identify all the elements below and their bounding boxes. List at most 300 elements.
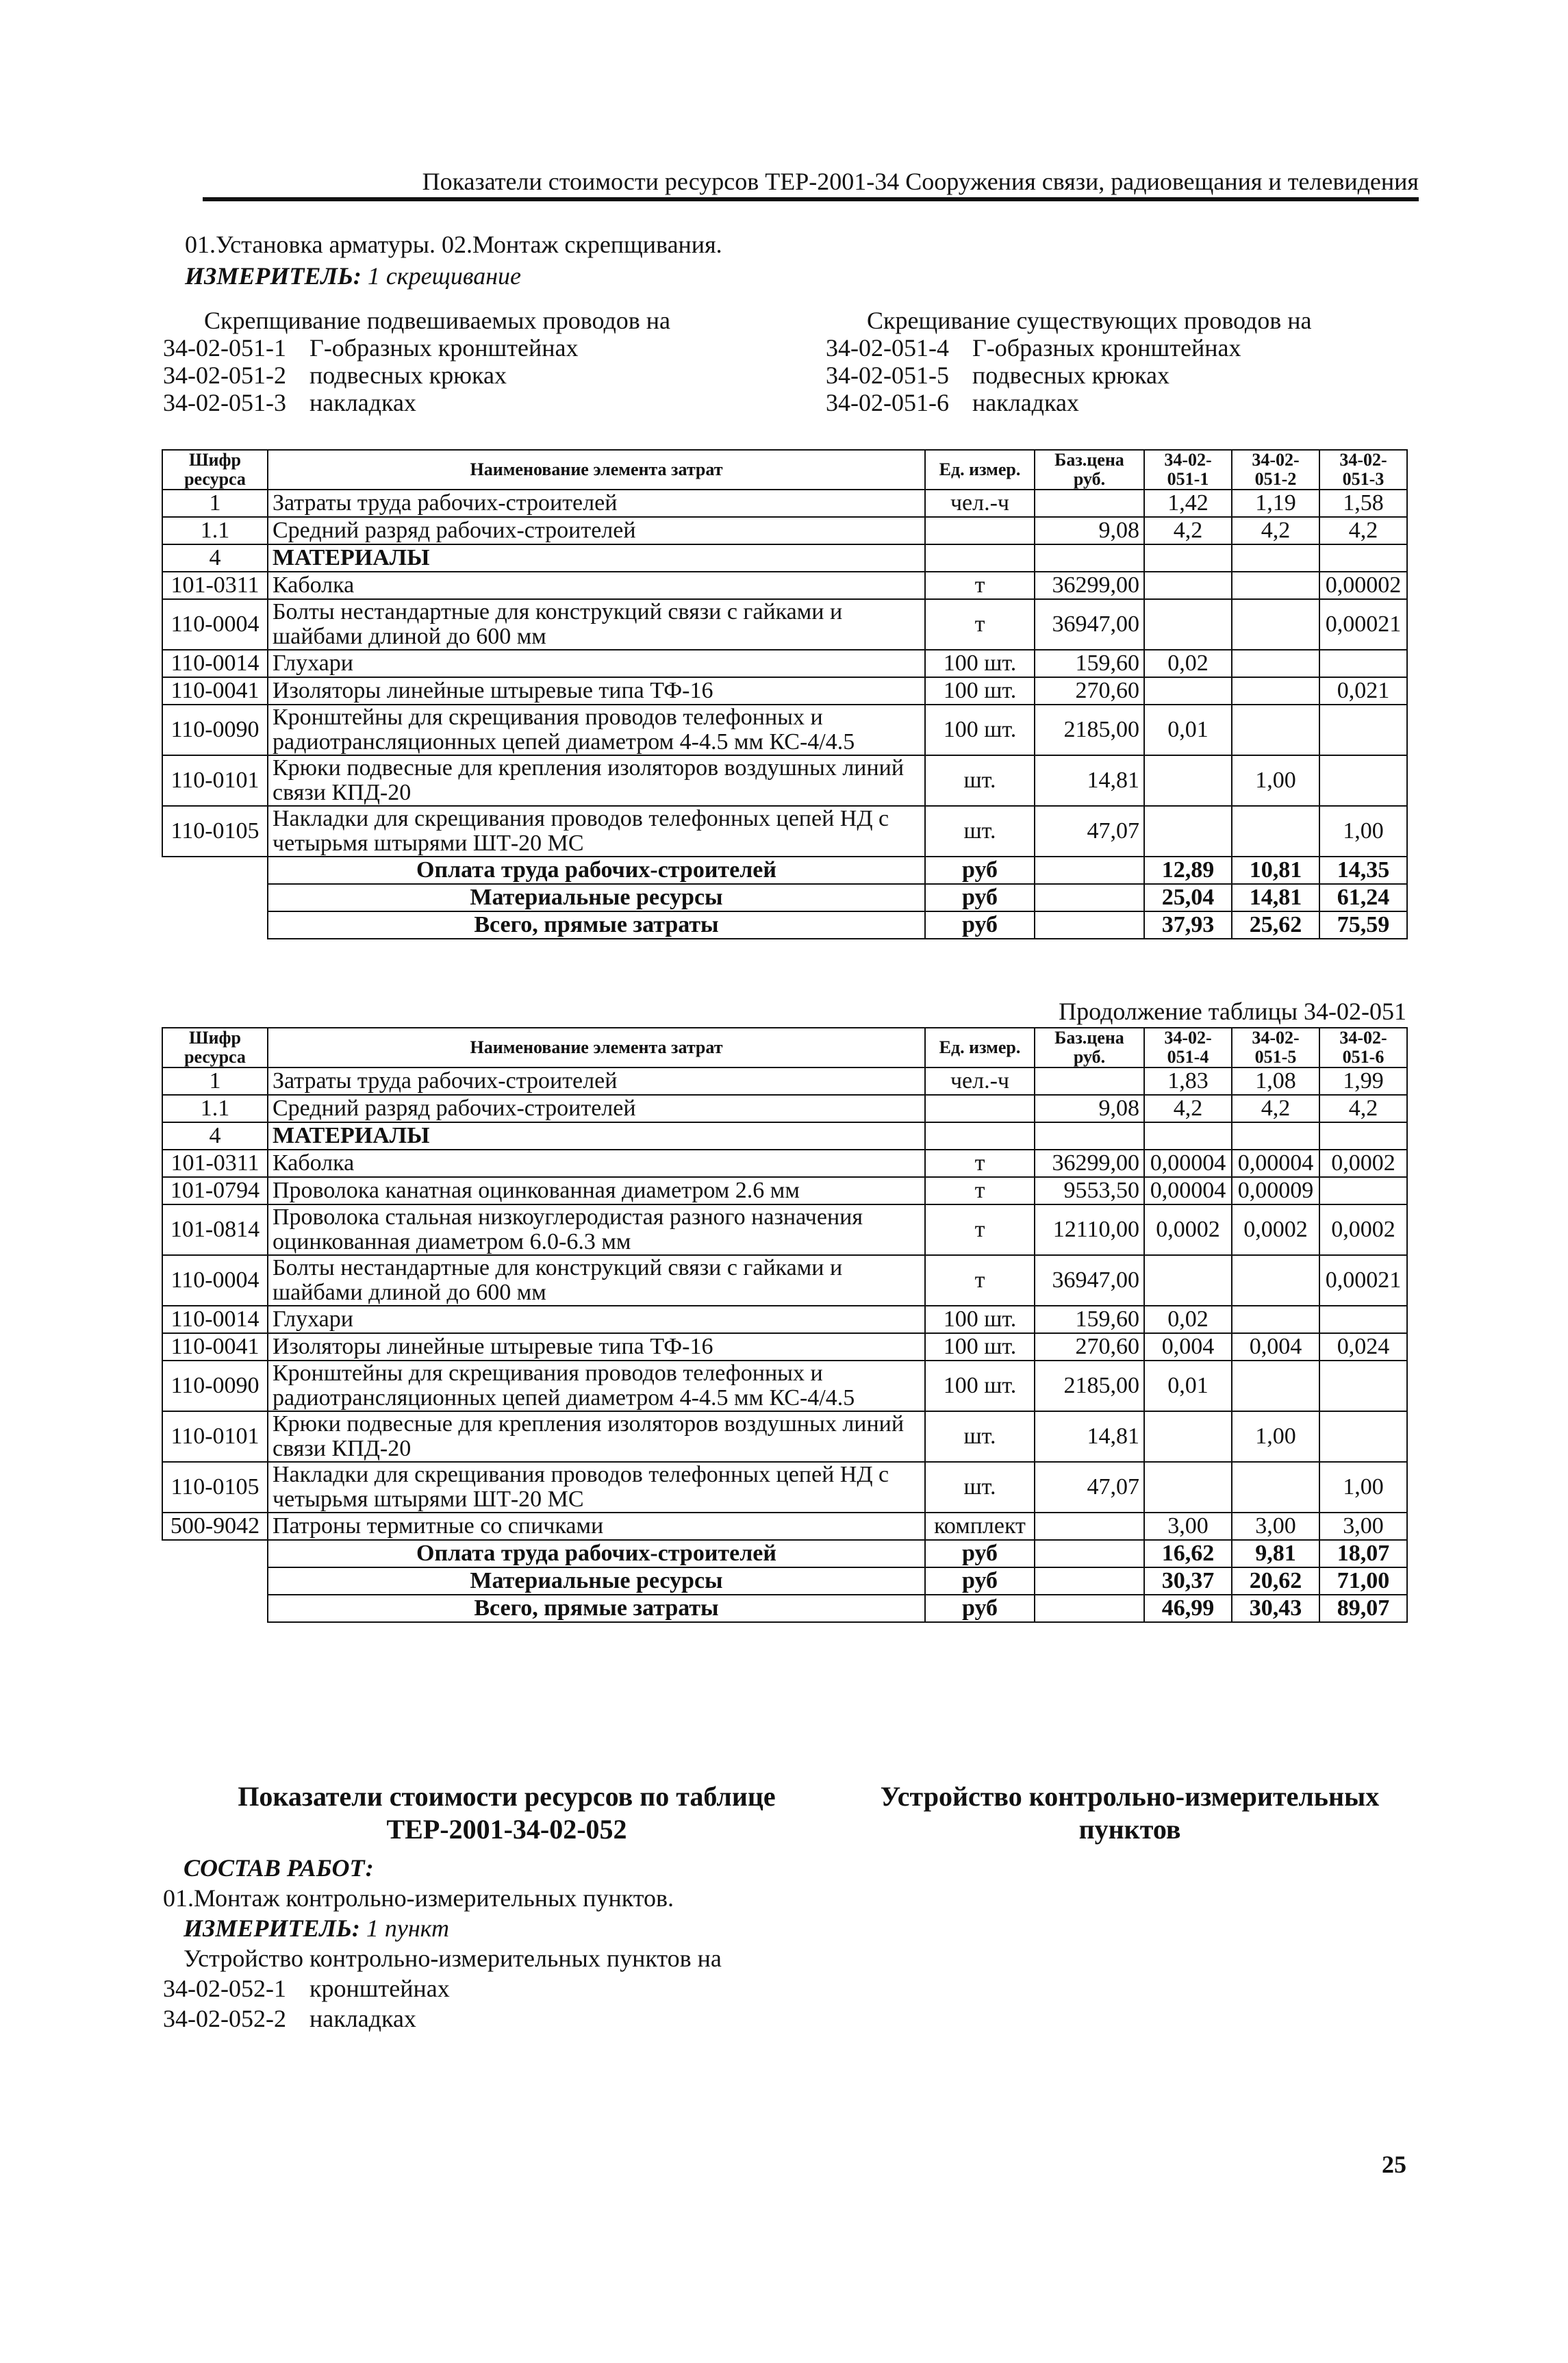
table-cell: 36947,00 [1035, 1255, 1144, 1306]
table-cell [1035, 544, 1144, 572]
table-header-row [162, 450, 1407, 490]
table-cell [1035, 490, 1144, 517]
table-cell: 0,0002 [1319, 1204, 1407, 1255]
section-052-title-line2: ТЕР-2001-34-02-052 [386, 1814, 627, 1845]
composition-work-item: 01.Монтаж контрольно-измерительных пунктов. [163, 1884, 674, 1912]
blank-cell [162, 1595, 268, 1622]
variant-code: 34-02-051-2 [163, 362, 286, 389]
column-header: Шифр ресурса [162, 450, 268, 490]
table-cell: т [925, 1150, 1035, 1177]
table-cell: 37,93 [1144, 911, 1232, 939]
table-cell: 101-0794 [162, 1177, 268, 1204]
table-cell: 100 шт. [925, 1361, 1035, 1411]
table-cell: Оплата труда рабочих-строителей [268, 1540, 925, 1567]
variants-left-heading: Скрепщивание подвешиваемых проводов на [204, 307, 671, 334]
table-cell: 270,60 [1035, 1333, 1144, 1361]
continuation-note: Продолжение таблицы 34-02-051 [1059, 998, 1406, 1025]
table-cell: руб [925, 1595, 1035, 1622]
table-cell: 110-0101 [162, 755, 268, 806]
measure-line [185, 260, 722, 292]
table-cell [1232, 705, 1319, 755]
header-title: Показатели стоимости ресурсов ТЕР-2001-34 Сооружения связи, радиовещания и телевидения [422, 168, 1419, 195]
table-cell: МАТЕРИАЛЫ [268, 544, 925, 572]
section-052-subject [870, 1780, 1390, 1846]
table-cell: 3,00 [1232, 1513, 1319, 1540]
page-number: 25 [1382, 2151, 1406, 2178]
running-header [203, 168, 1419, 201]
table-cell [1035, 1122, 1144, 1150]
column-header: Баз.цена руб. [1035, 450, 1144, 490]
variant-item [163, 334, 670, 362]
table-cell: 46,99 [1144, 1595, 1232, 1622]
table-cell: 0,021 [1319, 677, 1407, 705]
table-cell [1232, 1122, 1319, 1150]
table-cell: 9,08 [1035, 1095, 1144, 1122]
table-cell [1144, 806, 1232, 857]
table-row [162, 1361, 1407, 1411]
variant-code: 34-02-052-2 [163, 2005, 286, 2032]
table-cell: 500-9042 [162, 1513, 268, 1540]
column-header: 34-02-051-5 [1232, 1028, 1319, 1067]
table-cell: 110-0004 [162, 1255, 268, 1306]
table-cell [1232, 650, 1319, 677]
table-cell: 0,00002 [1319, 572, 1407, 599]
table-cell: 1,42 [1144, 490, 1232, 517]
column-header: Ед. измер. [925, 450, 1035, 490]
table-cell [1232, 677, 1319, 705]
table-cell: 0,00004 [1232, 1150, 1319, 1177]
table-cell: Каболка [268, 572, 925, 599]
table-cell: 4 [162, 544, 268, 572]
table-cell: 0,01 [1144, 705, 1232, 755]
table-cell: 47,07 [1035, 1462, 1144, 1513]
table-cell: 0,00004 [1144, 1177, 1232, 1204]
table-cell: чел.-ч [925, 490, 1035, 517]
table-cell: Накладки для скрещивания проводов телефонных цепей НД с четырьмя штырями ШТ-20 МС [268, 1462, 925, 1513]
variant-text: Г-образных кронштейнах [972, 334, 1241, 362]
table-cell: 3,00 [1319, 1513, 1407, 1540]
table-row [162, 490, 1407, 517]
table-cell: 0,004 [1144, 1333, 1232, 1361]
resource-table-051-part2 [162, 1027, 1408, 1623]
table-cell: 0,00021 [1319, 599, 1407, 650]
table-cell: 0,01 [1144, 1361, 1232, 1411]
table-cell: 36947,00 [1035, 599, 1144, 650]
table-cell [1035, 1067, 1144, 1095]
blank-cell [162, 884, 268, 911]
table-cell [1232, 599, 1319, 650]
table-row [162, 650, 1407, 677]
table-cell: 0,02 [1144, 650, 1232, 677]
table-cell: 159,60 [1035, 1306, 1144, 1333]
variant-item [826, 334, 1311, 362]
table-cell: 1,00 [1319, 806, 1407, 857]
table-cell [1232, 1462, 1319, 1513]
table-cell: 36299,00 [1035, 1150, 1144, 1177]
variants-right-heading: Скрещивание существующих проводов на [867, 307, 1312, 334]
section-052-title-line1: Показатели стоимости ресурсов по таблице [238, 1781, 776, 1812]
table-cell: 1,08 [1232, 1067, 1319, 1095]
table-cell: 159,60 [1035, 650, 1144, 677]
total-row [162, 911, 1407, 939]
table-row [162, 1411, 1407, 1462]
table-cell: 25,04 [1144, 884, 1232, 911]
column-header: Наименование элемента затрат [268, 1028, 925, 1067]
table-row [162, 705, 1407, 755]
table-cell [1144, 755, 1232, 806]
table-cell [925, 517, 1035, 544]
column-header: Наименование элемента затрат [268, 450, 925, 490]
variant-code: 34-02-051-4 [826, 334, 949, 362]
column-header: Баз.цена руб. [1035, 1028, 1144, 1067]
column-header: 34-02-051-1 [1144, 450, 1232, 490]
variant-text: накладках [972, 389, 1079, 416]
variant-text: накладках [309, 389, 416, 416]
table-cell: 30,37 [1144, 1567, 1232, 1595]
table-cell: 4,2 [1232, 517, 1319, 544]
table-cell: 100 шт. [925, 705, 1035, 755]
measure-value: 1 скрещивание [367, 262, 522, 290]
table-cell [1144, 599, 1232, 650]
table-cell [1144, 1411, 1232, 1462]
table-cell: чел.-ч [925, 1067, 1035, 1095]
measure-label: ИЗМЕРИТЕЛЬ: [184, 1915, 360, 1942]
variant-item [163, 389, 670, 416]
table-cell: комплект [925, 1513, 1035, 1540]
table-cell: 110-0105 [162, 806, 268, 857]
table-cell [1144, 677, 1232, 705]
table-cell: шт. [925, 755, 1035, 806]
table-cell [1319, 544, 1407, 572]
table-cell [1144, 1122, 1232, 1150]
table-row [162, 1255, 1407, 1306]
table-cell: 100 шт. [925, 677, 1035, 705]
table-cell [1232, 1306, 1319, 1333]
table-cell: 18,07 [1319, 1540, 1407, 1567]
table-cell [1319, 755, 1407, 806]
variant-text: подвесных крюках [309, 362, 507, 389]
table-row [162, 677, 1407, 705]
table-cell: 110-0041 [162, 677, 268, 705]
blank-cell [1035, 1540, 1144, 1567]
table-cell [925, 1122, 1035, 1150]
table-cell: Крюки подвесные для крепления изоляторов воздушных линий связи КПД-20 [268, 1411, 925, 1462]
table-cell: 101-0311 [162, 1150, 268, 1177]
table-cell: 47,07 [1035, 806, 1144, 857]
table-cell: Материальные ресурсы [268, 884, 925, 911]
table-cell: 20,62 [1232, 1567, 1319, 1595]
table-cell: Кронштейны для скрещивания проводов телефонных и радиотрансляционных цепей диаметром 4-4.5 мм КС-4/4.5 [268, 705, 925, 755]
table-cell [1144, 1255, 1232, 1306]
table-cell: 1 [162, 1067, 268, 1095]
table-cell: Проволока канатная оцинкованная диаметром 2.6 мм [268, 1177, 925, 1204]
measure-value: 1 пункт [366, 1915, 450, 1942]
table-cell [1319, 1177, 1407, 1204]
table-cell: т [925, 1255, 1035, 1306]
table-cell: Крюки подвесные для крепления изоляторов воздушных линий связи КПД-20 [268, 755, 925, 806]
intro-block [185, 229, 722, 292]
table-cell: Средний разряд рабочих-строителей [268, 1095, 925, 1122]
table-row [162, 1513, 1407, 1540]
table-cell: 101-0311 [162, 572, 268, 599]
table-cell [1319, 1122, 1407, 1150]
variant-code: 34-02-051-6 [826, 389, 949, 416]
table-cell: 9553,50 [1035, 1177, 1144, 1204]
works-list: 01.Установка арматуры. 02.Монтаж скрепщивания. [185, 231, 722, 258]
table-cell: руб [925, 1540, 1035, 1567]
table-cell: Болты нестандартные для конструкций связи с гайками и шайбами длиной до 600 мм [268, 1255, 925, 1306]
table-cell: Каболка [268, 1150, 925, 1177]
table-cell: 4,2 [1144, 1095, 1232, 1122]
table-cell: 3,00 [1144, 1513, 1232, 1540]
table-cell: т [925, 572, 1035, 599]
table-cell: 36299,00 [1035, 572, 1144, 599]
variants-right [826, 307, 1311, 416]
table-cell: 1.1 [162, 1095, 268, 1122]
table-cell: 1,00 [1319, 1462, 1407, 1513]
table-row [162, 1067, 1407, 1095]
table-cell: Накладки для скрещивания проводов телефонных цепей НД с четырьмя штырями ШТ-20 МС [268, 806, 925, 857]
table-cell: Оплата труда рабочих-строителей [268, 857, 925, 884]
table-cell: 14,81 [1232, 884, 1319, 911]
table-cell: 25,62 [1232, 911, 1319, 939]
composition-label: СОСТАВ РАБОТ: [184, 1854, 374, 1882]
variant-text: кронштейнах [309, 1975, 450, 2002]
table-cell: 9,08 [1035, 517, 1144, 544]
column-header: 34-02-051-3 [1319, 450, 1407, 490]
table-cell: 1 [162, 490, 268, 517]
table-cell: 2185,00 [1035, 705, 1144, 755]
variant-item [826, 389, 1311, 416]
column-header: 34-02-051-6 [1319, 1028, 1407, 1067]
table-row [162, 1462, 1407, 1513]
variants-left [163, 307, 670, 416]
table-cell [1319, 1306, 1407, 1333]
table-row [162, 599, 1407, 650]
blank-cell [1035, 1595, 1144, 1622]
variants-heading: Устройство контрольно-измерительных пунктов на [184, 1945, 722, 1972]
table-cell: 14,81 [1035, 1411, 1144, 1462]
blank-cell [162, 857, 268, 884]
table-header-row [162, 1028, 1407, 1067]
table-cell: 0,00004 [1144, 1150, 1232, 1177]
column-header: 34-02-051-2 [1232, 450, 1319, 490]
table-cell: 1,99 [1319, 1067, 1407, 1095]
column-header: Шифр ресурса [162, 1028, 268, 1067]
table-cell [1232, 544, 1319, 572]
table-cell: 75,59 [1319, 911, 1407, 939]
variant-code: 34-02-051-1 [163, 334, 286, 362]
table-cell: 71,00 [1319, 1567, 1407, 1595]
table-cell: 0,0002 [1232, 1204, 1319, 1255]
table-cell: 30,43 [1232, 1595, 1319, 1622]
table-cell: Проволока стальная низкоуглеродистая разного назначения оцинкованная диаметром 6.0-6.3 мм [268, 1204, 925, 1255]
table-cell: 0,02 [1144, 1306, 1232, 1333]
table-row [162, 1177, 1407, 1204]
table-cell: 0,00021 [1319, 1255, 1407, 1306]
section-052-subject-line1: Устройство контрольно-измерительных [880, 1781, 1380, 1812]
table-cell [1319, 705, 1407, 755]
variant-text: Г-образных кронштейнах [309, 334, 579, 362]
table-cell: Затраты труда рабочих-строителей [268, 1067, 925, 1095]
column-header: 34-02-051-4 [1144, 1028, 1232, 1067]
table-cell [1319, 1361, 1407, 1411]
variant-code: 34-02-051-3 [163, 389, 286, 416]
table-cell: 1,00 [1232, 755, 1319, 806]
table-cell: 101-0814 [162, 1204, 268, 1255]
table-cell [925, 1095, 1035, 1122]
table-cell: 110-0101 [162, 1411, 268, 1462]
table-cell: 4,2 [1319, 517, 1407, 544]
table-cell: 1.1 [162, 517, 268, 544]
table-cell: 4,2 [1144, 517, 1232, 544]
table-cell: МАТЕРИАЛЫ [268, 1122, 925, 1150]
table-cell: руб [925, 911, 1035, 939]
table-cell [1319, 1411, 1407, 1462]
variant-code: 34-02-051-5 [826, 362, 949, 389]
table-cell: Изоляторы линейные штыревые типа ТФ-16 [268, 677, 925, 705]
variant-item [826, 362, 1311, 389]
column-header: Ед. измер. [925, 1028, 1035, 1067]
table-cell: Средний разряд рабочих-строителей [268, 517, 925, 544]
table-cell: шт. [925, 1462, 1035, 1513]
table-cell: 110-0090 [162, 1361, 268, 1411]
table-cell: 0,024 [1319, 1333, 1407, 1361]
table-row [162, 1333, 1407, 1361]
table-cell: 12110,00 [1035, 1204, 1144, 1255]
table-cell [1232, 806, 1319, 857]
table-cell: 0,00009 [1232, 1177, 1319, 1204]
table-row [162, 1150, 1407, 1177]
table-cell: т [925, 599, 1035, 650]
table-cell: 14,35 [1319, 857, 1407, 884]
table-cell: 110-0014 [162, 650, 268, 677]
blank-cell [162, 1567, 268, 1595]
table-cell: Кронштейны для скрещивания проводов телефонных и радиотрансляционных цепей диаметром 4-4.5 мм КС-4/4.5 [268, 1361, 925, 1411]
variant-item [163, 362, 670, 389]
table-cell: 270,60 [1035, 677, 1144, 705]
total-row [162, 1540, 1407, 1567]
variant-item [163, 1973, 722, 2004]
variant-text: накладках [309, 2005, 416, 2032]
table-cell: Всего, прямые затраты [268, 911, 925, 939]
section-052-title [226, 1780, 787, 1846]
table-row [162, 755, 1407, 806]
measure-label: ИЗМЕРИТЕЛЬ: [185, 262, 362, 290]
blank-cell [162, 1540, 268, 1567]
header-rule [203, 197, 1419, 201]
table-cell [1035, 1513, 1144, 1540]
table-row [162, 544, 1407, 572]
table-cell: 100 шт. [925, 1333, 1035, 1361]
table-cell: 0,0002 [1144, 1204, 1232, 1255]
table-cell: руб [925, 1567, 1035, 1595]
table-cell: 1,00 [1232, 1411, 1319, 1462]
table-cell: 61,24 [1319, 884, 1407, 911]
table-row [162, 517, 1407, 544]
table-cell [1232, 1255, 1319, 1306]
table-cell: 1,58 [1319, 490, 1407, 517]
table-cell [1144, 572, 1232, 599]
table-cell: шт. [925, 1411, 1035, 1462]
table-cell [1144, 544, 1232, 572]
measure-line [163, 1913, 722, 1943]
table-cell: 12,89 [1144, 857, 1232, 884]
table-row [162, 806, 1407, 857]
table-cell: 14,81 [1035, 755, 1144, 806]
table-row [162, 1204, 1407, 1255]
blank-cell [1035, 911, 1144, 939]
resource-table-051-part1 [162, 449, 1408, 939]
table-cell: т [925, 1204, 1035, 1255]
table-cell [925, 544, 1035, 572]
table-cell: 4,2 [1232, 1095, 1319, 1122]
table-row [162, 1306, 1407, 1333]
table-cell: руб [925, 884, 1035, 911]
table-cell: Затраты труда рабочих-строителей [268, 490, 925, 517]
variant-text: подвесных крюках [972, 362, 1169, 389]
table-cell: 100 шт. [925, 650, 1035, 677]
table-cell [1232, 572, 1319, 599]
table-cell: 4 [162, 1122, 268, 1150]
table-row [162, 572, 1407, 599]
table-cell: 0,004 [1232, 1333, 1319, 1361]
section-052-subject-line2: пунктов [1078, 1814, 1181, 1845]
total-row [162, 857, 1407, 884]
table-cell [1144, 1462, 1232, 1513]
table-cell: 100 шт. [925, 1306, 1035, 1333]
blank-cell [1035, 884, 1144, 911]
table-cell: 9,81 [1232, 1540, 1319, 1567]
table-cell: Патроны термитные со спичками [268, 1513, 925, 1540]
table-cell: 4,2 [1319, 1095, 1407, 1122]
blank-cell [1035, 857, 1144, 884]
table-row [162, 1095, 1407, 1122]
table-cell: руб [925, 857, 1035, 884]
table-cell: 1,19 [1232, 490, 1319, 517]
table-cell: Глухари [268, 650, 925, 677]
table-cell: Всего, прямые затраты [268, 1595, 925, 1622]
table-row [162, 1122, 1407, 1150]
table-cell [1319, 650, 1407, 677]
table-cell: 10,81 [1232, 857, 1319, 884]
table-cell: Материальные ресурсы [268, 1567, 925, 1595]
blank-cell [162, 911, 268, 939]
table-cell: 110-0105 [162, 1462, 268, 1513]
table-cell: 16,62 [1144, 1540, 1232, 1567]
table-cell: 110-0014 [162, 1306, 268, 1333]
table-cell: т [925, 1177, 1035, 1204]
total-row [162, 1595, 1407, 1622]
table-cell: Болты нестандартные для конструкций связи с гайками и шайбами длиной до 600 мм [268, 599, 925, 650]
table-cell: 2185,00 [1035, 1361, 1144, 1411]
table-cell: 89,07 [1319, 1595, 1407, 1622]
table-cell [1232, 1361, 1319, 1411]
table-cell: 110-0041 [162, 1333, 268, 1361]
variant-code: 34-02-052-1 [163, 1975, 286, 2002]
total-row [162, 884, 1407, 911]
table-cell: Изоляторы линейные штыревые типа ТФ-16 [268, 1333, 925, 1361]
total-row [162, 1567, 1407, 1595]
table-cell: 1,83 [1144, 1067, 1232, 1095]
blank-cell [1035, 1567, 1144, 1595]
table-cell: 110-0004 [162, 599, 268, 650]
table-cell: 110-0090 [162, 705, 268, 755]
variant-item [163, 2004, 722, 2034]
table-cell: 0,0002 [1319, 1150, 1407, 1177]
table-cell: шт. [925, 806, 1035, 857]
table-cell: Глухари [268, 1306, 925, 1333]
